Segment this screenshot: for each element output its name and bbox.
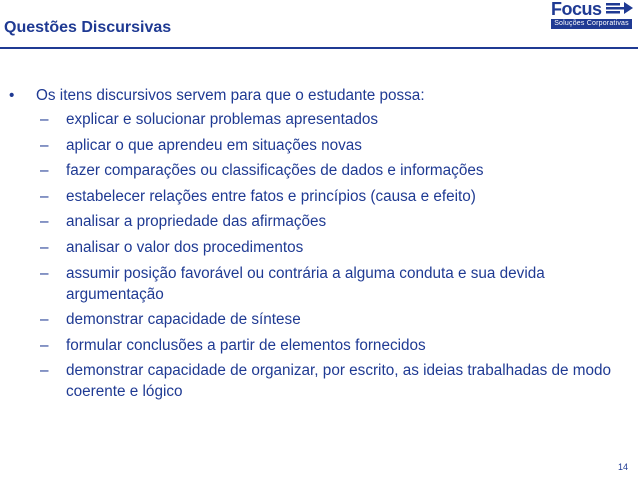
list-item bbox=[0, 263, 638, 305]
list-item-text: demonstrar capacidade de síntese bbox=[66, 311, 301, 329]
list-item-text: demonstrar capacidade de organizar, por escrito, as ideias trabalhadas de modo coerente e lógico bbox=[66, 362, 612, 401]
list-item bbox=[0, 211, 638, 232]
dash-icon: – bbox=[40, 311, 49, 329]
list-item bbox=[0, 360, 638, 402]
logo-tagline-bar bbox=[551, 19, 632, 29]
list-item-text: aplicar o que aprendeu em situações novas bbox=[66, 136, 362, 154]
dash-icon: – bbox=[40, 264, 49, 282]
list-item bbox=[0, 186, 638, 207]
list-item-text: explicar e solucionar problemas apresentados bbox=[66, 111, 379, 128]
dash-icon: – bbox=[40, 111, 49, 128]
list-item bbox=[0, 109, 638, 130]
list-item-text: estabelecer relações entre fatos e princípios (causa e efeito) bbox=[66, 187, 476, 205]
header-divider bbox=[0, 47, 638, 49]
list-item-text: analisar a propriedade das afirmações bbox=[66, 213, 327, 231]
logo-tagline: Soluções Corporativas bbox=[554, 20, 629, 27]
dash-icon: – bbox=[40, 136, 49, 154]
list-item bbox=[0, 309, 638, 330]
list-item-text: fazer comparações ou classificações de dados e informações bbox=[66, 162, 484, 180]
slide-content bbox=[0, 85, 638, 402]
dash-icon: – bbox=[40, 162, 49, 180]
dash-icon: – bbox=[40, 213, 49, 231]
list-item bbox=[0, 335, 638, 356]
dash-icon: – bbox=[40, 238, 49, 256]
bullet-icon: • bbox=[9, 87, 15, 104]
arrow-right-icon bbox=[606, 1, 634, 15]
dash-icon: – bbox=[40, 336, 49, 354]
list-item bbox=[0, 135, 638, 156]
list-item-text: assumir posição favorável ou contrária a alguma conduta e sua devida argumentação bbox=[66, 264, 545, 303]
list-item-text: formular conclusões a partir de elementos fornecidos bbox=[66, 336, 426, 354]
intro-text: Os itens discursivos servem para que o estudante possa: bbox=[36, 87, 425, 104]
slide-title: Questões Discursivas bbox=[4, 19, 172, 36]
bullet-intro bbox=[0, 85, 638, 107]
list-item bbox=[0, 160, 638, 181]
focus-logo bbox=[548, 0, 634, 30]
logo-word: Focus bbox=[551, 0, 602, 19]
page-number: 14 bbox=[618, 462, 629, 472]
sub-item-list bbox=[0, 109, 638, 402]
dash-icon: – bbox=[40, 187, 49, 205]
dash-icon: – bbox=[40, 362, 49, 380]
list-item bbox=[0, 237, 638, 258]
list-item-text: analisar o valor dos procedimentos bbox=[66, 238, 304, 256]
